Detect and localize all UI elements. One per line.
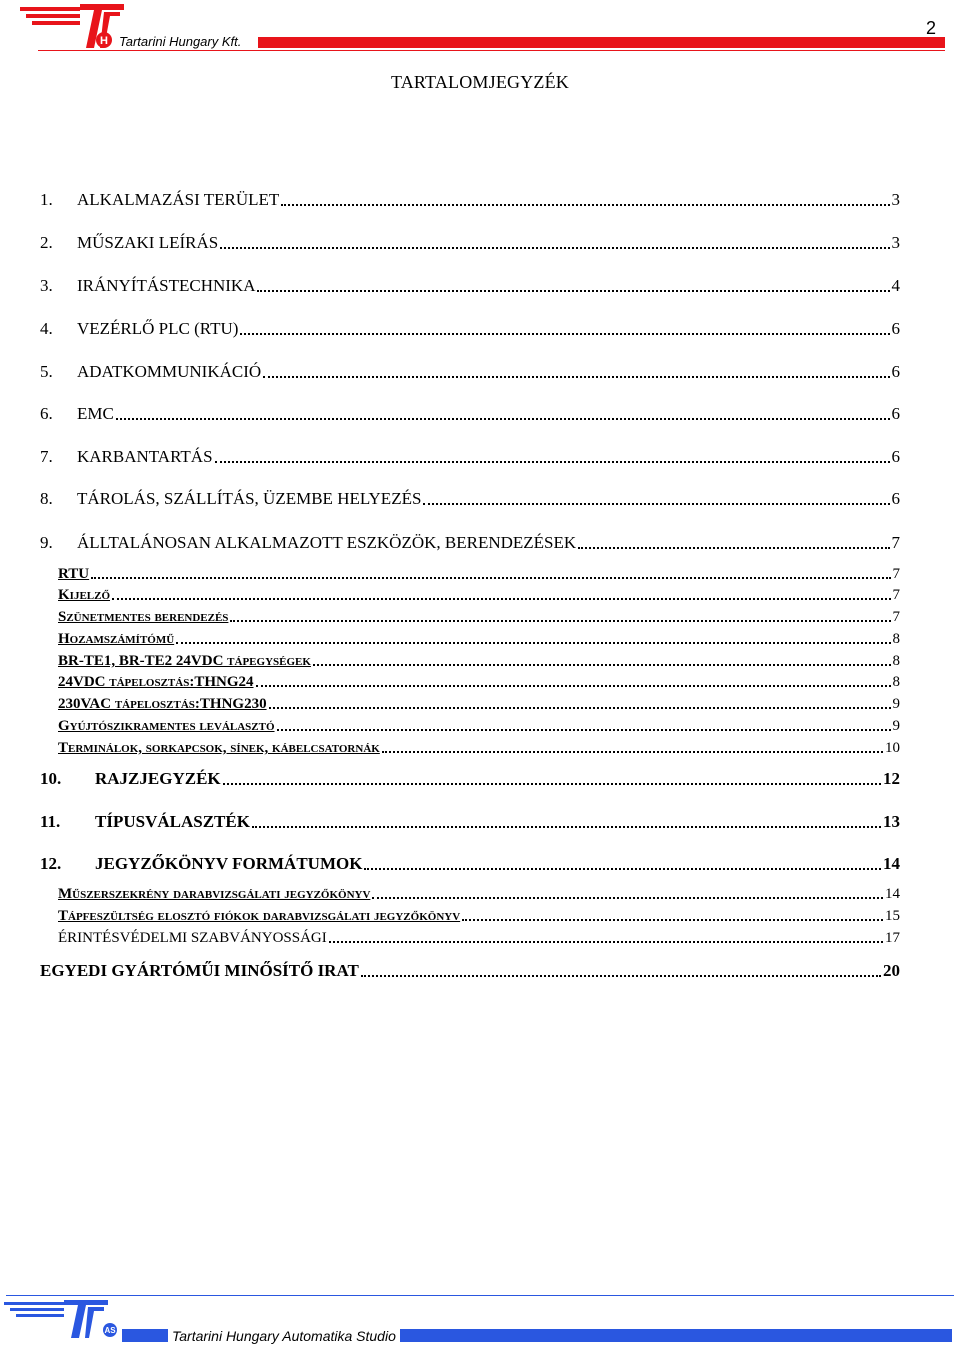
toc-page: 8: [892, 674, 900, 690]
toc-text: JEGYZŐKÖNYV FORMÁTUMOK: [95, 854, 363, 873]
toc-leader: [112, 598, 890, 600]
toc-text: EMC: [77, 404, 114, 423]
toc-entry[interactable]: [40, 190, 900, 210]
page-number: 2: [925, 18, 936, 38]
toc-text: KARBANTARTÁS: [77, 447, 213, 466]
toc-entry[interactable]: [40, 362, 900, 382]
footer-text: Tartarini Hungary Automatika Studio: [168, 1328, 400, 1344]
toc-page: 17: [885, 930, 900, 946]
toc-subentry[interactable]: [58, 740, 900, 757]
toc-text: IRÁNYÍTÁSTECHNIKA: [77, 276, 256, 295]
toc-page: 6: [891, 362, 900, 381]
toc-page: 7: [891, 533, 900, 552]
toc-leader: [257, 290, 889, 292]
toc-number: 1.: [40, 190, 53, 209]
toc-text: Műszerszekrény darabvizsgálati jegyzőkönyv: [58, 886, 371, 902]
toc-leader: [116, 418, 890, 420]
toc-leader: [240, 333, 889, 335]
toc-number: 11.: [40, 812, 61, 831]
toc-leader: [329, 941, 883, 943]
toc-leader: [372, 897, 883, 899]
toc-leader: [256, 685, 891, 687]
toc-number: 4.: [40, 319, 53, 338]
toc-entry[interactable]: [40, 769, 900, 789]
toc-subentry[interactable]: [58, 609, 900, 626]
toc-text: EGYEDI GYÁRTÓMŰI MINŐSÍTŐ IRAT: [40, 961, 359, 980]
toc-number: 10.: [40, 769, 62, 788]
toc-text: ALKALMAZÁSI TERÜLET: [77, 190, 280, 209]
toc-text: Kijelző: [58, 587, 111, 603]
toc-entry[interactable]: [40, 854, 900, 874]
company-name: Tartarini Hungary Kft.: [119, 34, 242, 49]
toc-subentry[interactable]: [58, 587, 900, 604]
toc-number: 3.: [40, 276, 53, 295]
toc-page: 14: [885, 886, 900, 902]
toc-page: 6: [891, 447, 900, 466]
toc-subentry[interactable]: [58, 930, 900, 947]
toc-leader: [263, 376, 889, 378]
svg-text:AS: AS: [104, 1326, 116, 1335]
toc-text: RAJZJEGYZÉK: [95, 769, 221, 788]
toc-number: 12.: [40, 854, 62, 873]
toc-entry[interactable]: [40, 533, 900, 553]
toc-text: TÍPUSVÁLASZTÉK: [95, 812, 250, 831]
toc-entry[interactable]: [40, 319, 900, 339]
toc-text: Tápfeszültség elosztó fiókok darabvizsgálati jegyzőkönyv: [58, 908, 461, 924]
toc-leader: [462, 919, 883, 921]
toc-leader: [223, 783, 881, 785]
footer-logo: [4, 1298, 134, 1338]
toc-page: 15: [885, 908, 900, 924]
toc-number: 6.: [40, 404, 53, 423]
footer-divider: [6, 1295, 954, 1296]
toc-page: 12: [883, 769, 900, 788]
toc-page: 8: [892, 631, 900, 647]
toc-text: VEZÉRLŐ PLC (RTU): [77, 319, 239, 338]
toc-leader: [364, 868, 881, 870]
toc-subentry[interactable]: [58, 718, 900, 735]
toc-number: 2.: [40, 233, 53, 252]
toc-page: 9: [892, 718, 900, 734]
toc-subentry[interactable]: [58, 674, 900, 691]
toc-page: 4: [891, 276, 900, 295]
toc-number: 9.: [40, 533, 53, 552]
toc-text: 24VDC tápelosztás:THNG24: [58, 674, 254, 690]
toc-leader: [215, 461, 890, 463]
toc-subentry[interactable]: [58, 908, 900, 925]
toc-page: 14: [883, 854, 900, 873]
toc-text: MŰSZAKI LEÍRÁS: [77, 233, 219, 252]
toc-entry[interactable]: [40, 489, 900, 509]
toc-entry[interactable]: [40, 961, 900, 981]
toc-page: 10: [885, 740, 900, 756]
toc-subentry[interactable]: [58, 631, 900, 648]
toc-leader: [277, 729, 891, 731]
toc-page: 7: [892, 587, 900, 603]
toc-page: 3: [891, 190, 900, 209]
toc-leader: [176, 642, 890, 644]
toc-entry[interactable]: [40, 812, 900, 832]
toc-number: 8.: [40, 489, 53, 508]
page-header: [0, 0, 960, 60]
toc-subentry[interactable]: [58, 886, 900, 903]
toc-text: TÁROLÁS, SZÁLLÍTÁS, ÜZEMBE HELYEZÉS: [77, 489, 422, 508]
toc-leader: [281, 204, 889, 206]
toc-number: 7.: [40, 447, 53, 466]
toc-text: 230VAC tápelosztás:THNG230: [58, 696, 267, 712]
toc-leader: [313, 664, 891, 666]
toc-text: RTU: [58, 566, 90, 582]
toc-subentry[interactable]: [58, 566, 900, 583]
toc-subentry[interactable]: [58, 696, 900, 713]
toc-text: ÉRINTÉSVÉDELMI SZABVÁNYOSSÁGI: [58, 930, 327, 946]
toc-page: 8: [892, 653, 900, 669]
toc-text: Hozamszámítómű: [58, 631, 175, 647]
toc-entry[interactable]: [40, 404, 900, 424]
toc-leader: [91, 577, 890, 579]
toc-page: 13: [883, 812, 900, 831]
header-divider: [38, 50, 945, 51]
toc-leader: [269, 707, 891, 709]
toc-entry[interactable]: [40, 233, 900, 253]
toc-page: 9: [892, 696, 900, 712]
toc-page: 7: [892, 609, 900, 625]
toc-leader: [361, 975, 881, 977]
toc-entry[interactable]: [40, 447, 900, 467]
header-red-bar: [258, 37, 945, 48]
page-title: TARTALOMJEGYZÉK: [390, 72, 570, 92]
toc-page: 20: [883, 961, 900, 980]
toc-entry[interactable]: [40, 276, 900, 296]
toc-text: ADATKOMMUNIKÁCIÓ: [77, 362, 262, 381]
toc-page: 7: [892, 566, 900, 582]
toc-leader: [578, 547, 889, 549]
toc-text: BR-TE1, BR-TE2 24VDC tápegységek: [58, 653, 311, 669]
toc-page: 6: [891, 404, 900, 423]
page-footer: [0, 1290, 960, 1345]
toc-leader: [382, 751, 883, 753]
toc-text: Terminálok, sorkapcsok, sínek, kábelcsatornák: [58, 740, 380, 756]
toc-number: 5.: [40, 362, 53, 381]
toc-page: 3: [891, 233, 900, 252]
svg-text:H: H: [100, 35, 108, 47]
toc-text: Szünetmentes berendezés: [58, 609, 229, 625]
toc-text: Gyújtószikramentes leválasztó: [58, 718, 275, 734]
toc-leader: [220, 247, 889, 249]
toc-leader: [230, 620, 890, 622]
toc-leader: [423, 503, 889, 505]
toc-page: 6: [891, 489, 900, 508]
toc-text: ÁLLTALÁNOSAN ALKALMAZOTT ESZKÖZÖK, BERENDEZÉSEK: [77, 533, 577, 552]
toc-subentry[interactable]: [58, 653, 900, 670]
toc-leader: [252, 826, 881, 828]
toc-page: 6: [891, 319, 900, 338]
